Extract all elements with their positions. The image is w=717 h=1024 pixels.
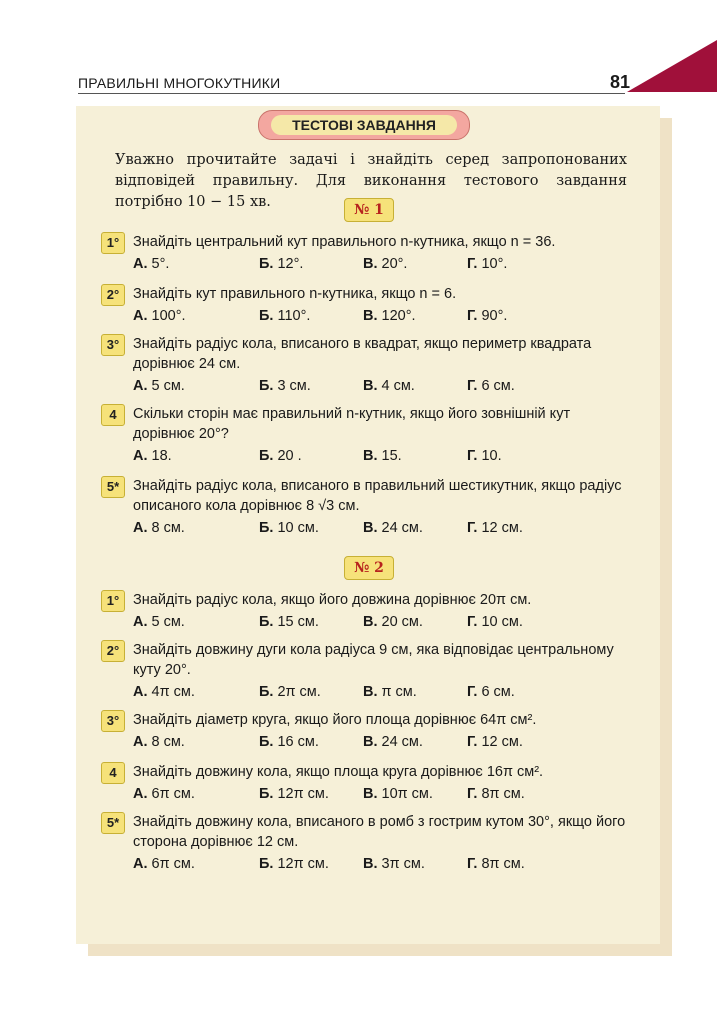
question-text: Скільки сторін має правильний n-кутник, якщо його зовнішній кут дорівнює 20°?	[133, 406, 571, 442]
question-text: Знайдіть довжину кола, якщо площа круга дорівнює 16π см².	[133, 764, 544, 780]
question-text: Знайдіть радіус кола, якщо його довжина дорівнює 20π см.	[133, 592, 532, 608]
answer-b[interactable]: Б. 10 см.	[259, 520, 319, 536]
answer-options	[133, 446, 613, 466]
question-number: 5*	[101, 812, 125, 834]
answer-a[interactable]: А. 8 см.	[133, 520, 185, 536]
answer-a[interactable]: А. 5°.	[133, 256, 170, 272]
question-number: 2°	[101, 640, 125, 662]
answer-d[interactable]: Г. 8π см.	[467, 786, 525, 802]
answer-c[interactable]: В. 20 см.	[363, 614, 423, 630]
answer-c[interactable]: В. 20°.	[363, 256, 408, 272]
question-text: Знайдіть центральний кут правильного n-кутника, якщо n = 36.	[133, 234, 556, 250]
header-divider	[78, 93, 625, 94]
answer-a[interactable]: А. 6π см.	[133, 856, 195, 872]
answer-d[interactable]: Г. 10 см.	[467, 614, 523, 630]
answer-b[interactable]: Б. 12π см.	[259, 856, 329, 872]
answer-a[interactable]: А. 18.	[133, 448, 172, 464]
answer-a[interactable]: А. 8 см.	[133, 734, 185, 750]
question-number: 5*	[101, 476, 125, 498]
answer-b[interactable]: Б. 15 см.	[259, 614, 319, 630]
answer-c[interactable]: В. 15.	[363, 448, 402, 464]
answer-c[interactable]: В. 24 см.	[363, 520, 423, 536]
question-text: Знайдіть діаметр круга, якщо його площа дорівнює 64π см².	[133, 712, 537, 728]
answer-d[interactable]: Г. 6 см.	[467, 378, 515, 394]
question-text: Знайдіть довжину дуги кола радіуса 9 см, яка відповідає центральному куту 20°.	[133, 642, 614, 678]
test-banner	[258, 110, 470, 140]
answer-options	[133, 376, 613, 396]
question-number: 1°	[101, 232, 125, 254]
answer-b[interactable]: Б. 20 .	[259, 448, 302, 464]
answer-d[interactable]: Г. 90°.	[467, 308, 508, 324]
question-text: Знайдіть довжину кола, вписаного в ромб з гострим кутом 30°, якщо його сторона дорівнює 12 см.	[133, 814, 626, 850]
answer-options	[133, 254, 613, 274]
variant-1-badge: № 1	[344, 198, 394, 222]
test-banner-title: ТЕСТОВІ ЗАВДАННЯ	[271, 115, 457, 135]
answer-options	[133, 784, 613, 804]
question-number: 4	[101, 404, 125, 426]
variant-2-badge: № 2	[344, 556, 394, 580]
answer-b[interactable]: Б. 12π см.	[259, 786, 329, 802]
answer-options	[133, 518, 613, 538]
answer-b[interactable]: Б. 2π см.	[259, 684, 321, 700]
question-text: Знайдіть кут правильного n-кутника, якщо n = 6.	[133, 286, 457, 302]
answer-d[interactable]: Г. 8π см.	[467, 856, 525, 872]
answer-a[interactable]: А. 5 см.	[133, 378, 185, 394]
answer-c[interactable]: В. 3π см.	[363, 856, 425, 872]
answer-a[interactable]: А. 6π см.	[133, 786, 195, 802]
answer-a[interactable]: А. 100°.	[133, 308, 186, 324]
answer-c[interactable]: В. 24 см.	[363, 734, 423, 750]
question-number: 4	[101, 762, 125, 784]
answer-c[interactable]: В. 4 см.	[363, 378, 415, 394]
answer-options	[133, 732, 613, 752]
answer-options	[133, 612, 613, 632]
answer-c[interactable]: В. π см.	[363, 684, 417, 700]
answer-d[interactable]: Г. 12 см.	[467, 520, 523, 536]
answer-c[interactable]: В. 10π см.	[363, 786, 433, 802]
answer-d[interactable]: Г. 10°.	[467, 256, 508, 272]
answer-d[interactable]: Г. 12 см.	[467, 734, 523, 750]
answer-b[interactable]: Б. 3 см.	[259, 378, 311, 394]
answer-options	[133, 306, 613, 326]
test-instructions: Уважно прочитайте задачі і знайдіть серед запропонованих відповідей правильну. Для виконання тестового завдання потрібно 10 − 15 хв.	[115, 152, 627, 210]
answer-c[interactable]: В. 120°.	[363, 308, 416, 324]
question-text: Знайдіть радіус кола, вписаного в правильний шестикутник, якщо радіус описаного кола дорівнює 8 √3 см.	[133, 478, 622, 514]
answer-options	[133, 854, 613, 874]
answer-options	[133, 682, 613, 702]
question-number: 3°	[101, 334, 125, 356]
answer-b[interactable]: Б. 110°.	[259, 308, 311, 324]
page-number: 81	[610, 72, 631, 92]
answer-b[interactable]: Б. 16 см.	[259, 734, 319, 750]
answer-d[interactable]: Г. 6 см.	[467, 684, 515, 700]
question-text: Знайдіть радіус кола, вписаного в квадрат, якщо периметр квадрата дорівнює 24 см.	[133, 336, 592, 372]
question-number: 2°	[101, 284, 125, 306]
answer-d[interactable]: Г. 10.	[467, 448, 502, 464]
answer-a[interactable]: А. 5 см.	[133, 614, 185, 630]
question-number: 3°	[101, 710, 125, 732]
answer-b[interactable]: Б. 12°.	[259, 256, 304, 272]
question-number: 1°	[101, 590, 125, 612]
corner-tab-decoration	[607, 40, 717, 92]
answer-a[interactable]: А. 4π см.	[133, 684, 195, 700]
running-header: ПРАВИЛЬНІ МНОГОКУТНИКИ	[78, 75, 281, 91]
